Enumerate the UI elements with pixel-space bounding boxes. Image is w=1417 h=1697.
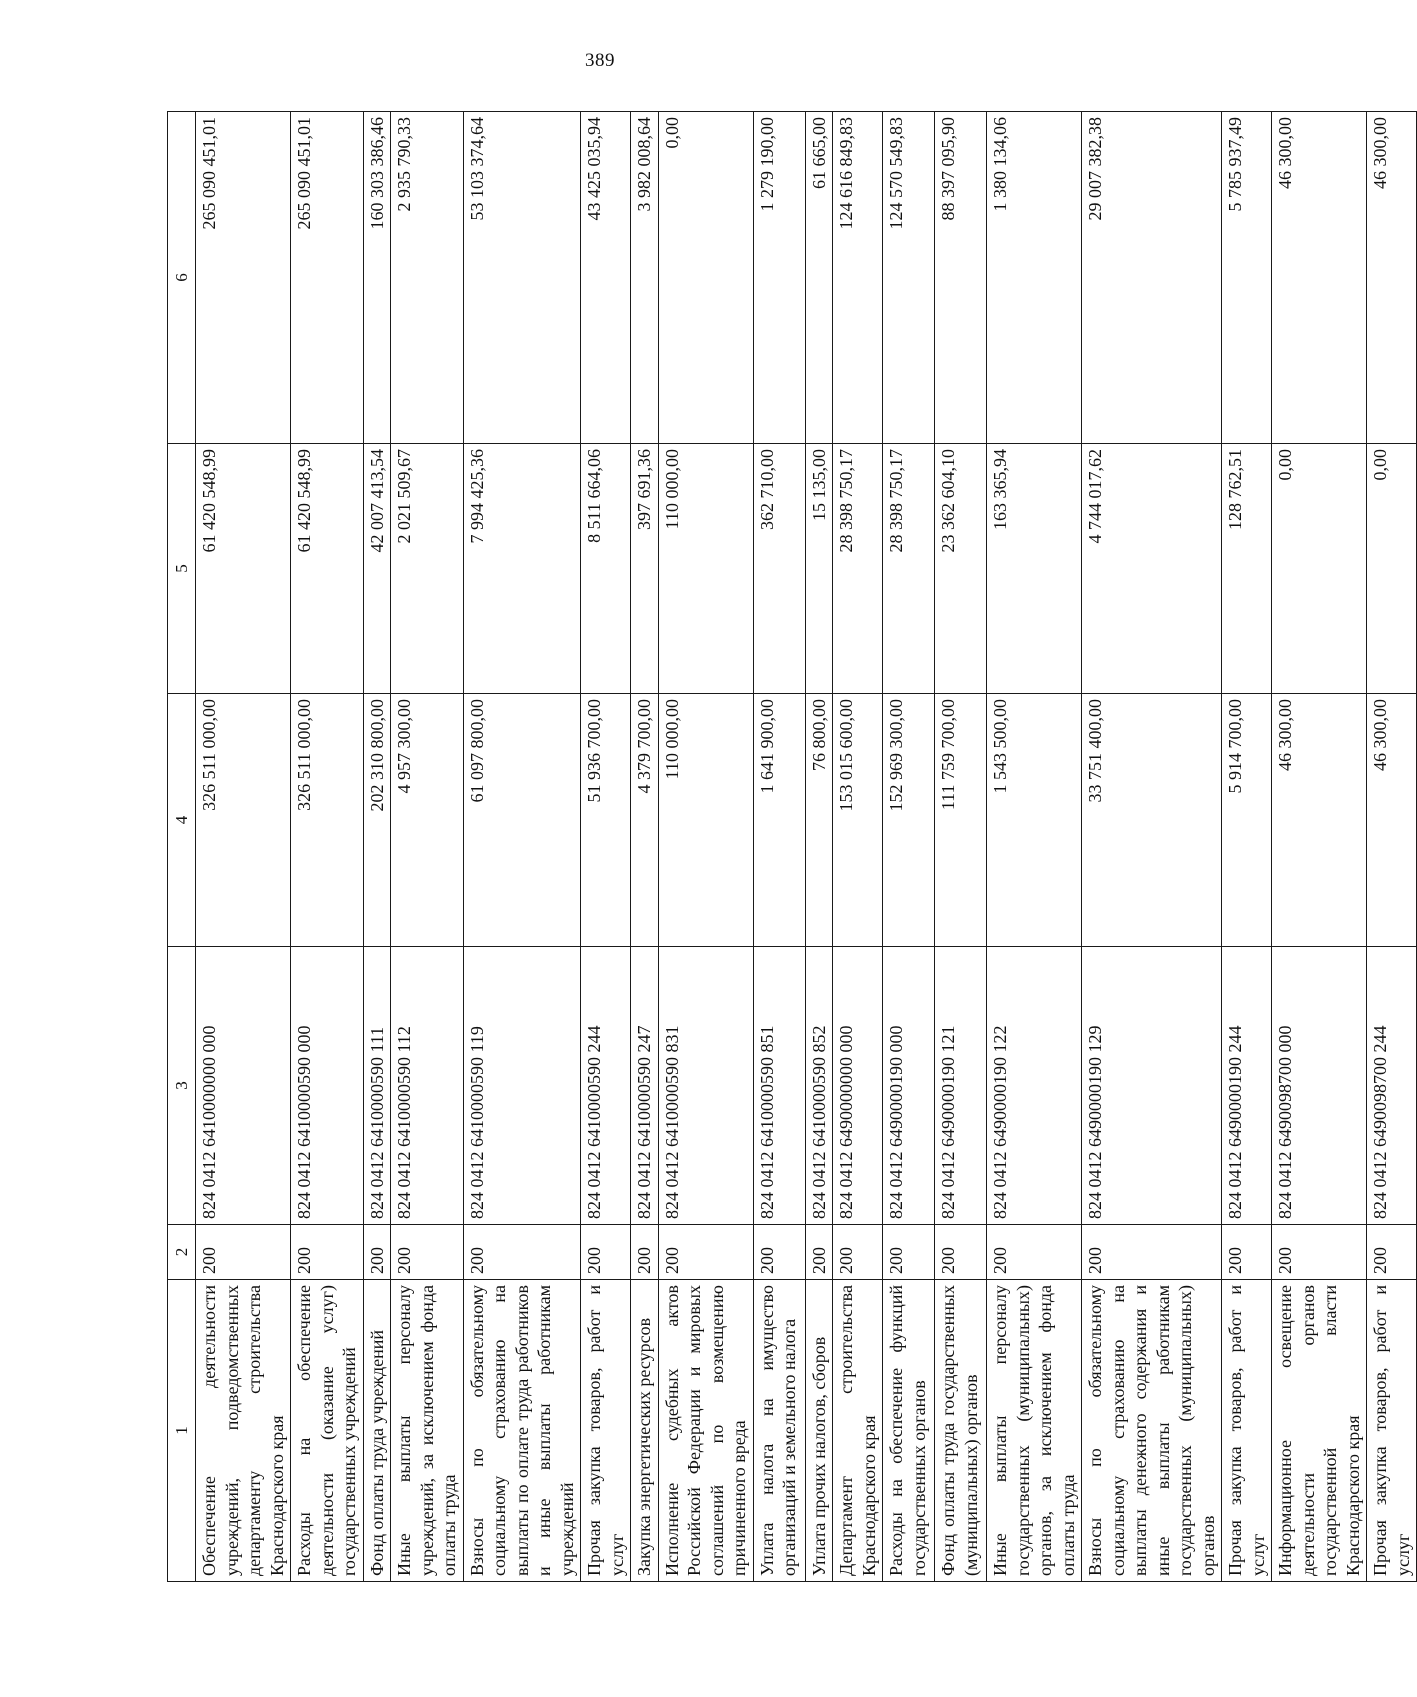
row-name: Расходы на обеспечение функций государственных органов bbox=[883, 1280, 935, 1582]
row-plan-amount: 111 759 700,00 bbox=[935, 694, 987, 947]
row-name: Исполнение судебных актов Российской Федерации и мировых соглашений по возмещению причиненного вреда bbox=[658, 1280, 753, 1582]
row-code: 200 bbox=[631, 1225, 659, 1280]
row-kbk: 824 0412 6490000190 121 bbox=[935, 947, 987, 1225]
budget-table-rotated bbox=[167, 112, 1413, 1582]
table-row bbox=[1272, 112, 1367, 1582]
table-row bbox=[1082, 112, 1222, 1582]
row-code: 200 bbox=[1222, 1225, 1272, 1280]
row-rest-amount: 124 616 849,83 bbox=[833, 112, 883, 444]
row-code: 200 bbox=[391, 1225, 464, 1280]
row-kbk: 824 0412 6410000590 112 bbox=[391, 947, 464, 1225]
row-plan-amount: 76 800,00 bbox=[805, 694, 833, 947]
row-rest-amount: 265 090 451,01 bbox=[196, 112, 291, 444]
row-kbk: 824 0412 6410000590 000 bbox=[291, 947, 364, 1225]
row-rest-amount: 46 300,00 bbox=[1272, 112, 1367, 444]
row-plan-amount: 153 015 600,00 bbox=[833, 694, 883, 947]
row-rest-amount: 29 007 382,38 bbox=[1082, 112, 1222, 444]
row-plan-amount: 51 936 700,00 bbox=[581, 694, 631, 947]
row-kbk: 824 0412 6410000000 000 bbox=[196, 947, 291, 1225]
row-fact-amount: 397 691,36 bbox=[631, 444, 659, 694]
row-plan-amount: 326 511 000,00 bbox=[196, 694, 291, 947]
table-row bbox=[935, 112, 987, 1582]
row-kbk: 824 0412 6410000590 111 bbox=[363, 947, 391, 1225]
row-name: Иные выплаты персоналу учреждений, за исключением фонда оплаты труда bbox=[391, 1280, 464, 1582]
row-name: Иные выплаты персоналу государственных (муниципальных) органов, за исключением фонда оплаты труда bbox=[987, 1280, 1082, 1582]
table-row bbox=[391, 112, 464, 1582]
table-row bbox=[581, 112, 631, 1582]
row-name: Уплата налога на имущество организаций и земельного налога bbox=[753, 1280, 805, 1582]
row-code: 200 bbox=[291, 1225, 364, 1280]
table-row bbox=[291, 112, 364, 1582]
row-plan-amount: 202 310 800,00 bbox=[363, 694, 391, 947]
row-fact-amount: 61 420 548,99 bbox=[291, 444, 364, 694]
row-plan-amount: 5 914 700,00 bbox=[1222, 694, 1272, 947]
row-kbk: 824 0412 6490098700 000 bbox=[1272, 947, 1367, 1225]
row-code: 200 bbox=[753, 1225, 805, 1280]
row-rest-amount: 53 103 374,64 bbox=[463, 112, 581, 444]
page-number: 389 bbox=[585, 50, 615, 71]
column-number: 6 bbox=[168, 112, 196, 444]
table-row bbox=[363, 112, 391, 1582]
row-kbk: 824 0412 6490000000 000 bbox=[833, 947, 883, 1225]
row-fact-amount: 4 744 017,62 bbox=[1082, 444, 1222, 694]
row-fact-amount: 110 000,00 bbox=[658, 444, 753, 694]
row-name: Уплата прочих налогов, сборов bbox=[805, 1280, 833, 1582]
row-kbk: 824 0412 6410000590 247 bbox=[631, 947, 659, 1225]
row-code: 200 bbox=[833, 1225, 883, 1280]
row-plan-amount: 110 000,00 bbox=[658, 694, 753, 947]
row-code: 200 bbox=[1082, 1225, 1222, 1280]
row-code: 200 bbox=[581, 1225, 631, 1280]
row-fact-amount: 0,00 bbox=[1272, 444, 1367, 694]
table-row bbox=[833, 112, 883, 1582]
row-fact-amount: 15 135,00 bbox=[805, 444, 833, 694]
row-fact-amount: 128 762,51 bbox=[1222, 444, 1272, 694]
row-plan-amount: 1 543 500,00 bbox=[987, 694, 1082, 947]
row-kbk: 824 0412 6490000190 000 bbox=[883, 947, 935, 1225]
row-name: Прочая закупка товаров, работ и услуг bbox=[1367, 1280, 1417, 1582]
row-code: 200 bbox=[1367, 1225, 1417, 1280]
row-code: 200 bbox=[805, 1225, 833, 1280]
table-row bbox=[1367, 112, 1417, 1582]
row-fact-amount: 0,00 bbox=[1367, 444, 1417, 694]
row-kbk: 824 0412 6490000190 129 bbox=[1082, 947, 1222, 1225]
row-rest-amount: 1 380 134,06 bbox=[987, 112, 1082, 444]
row-name: Фонд оплаты труда государственных (муниципальных) органов bbox=[935, 1280, 987, 1582]
row-rest-amount: 265 090 451,01 bbox=[291, 112, 364, 444]
column-number: 3 bbox=[168, 947, 196, 1225]
row-fact-amount: 362 710,00 bbox=[753, 444, 805, 694]
column-number: 4 bbox=[168, 694, 196, 947]
row-rest-amount: 43 425 035,94 bbox=[581, 112, 631, 444]
column-number: 2 bbox=[168, 1225, 196, 1280]
row-name: Обеспечение деятельности учреждений, подведомственных департаменту строительства Краснодарского края bbox=[196, 1280, 291, 1582]
row-rest-amount: 0,00 bbox=[658, 112, 753, 444]
row-fact-amount: 7 994 425,36 bbox=[463, 444, 581, 694]
row-rest-amount: 160 303 386,46 bbox=[363, 112, 391, 444]
row-plan-amount: 46 300,00 bbox=[1272, 694, 1367, 947]
table-row bbox=[196, 112, 291, 1582]
column-number: 5 bbox=[168, 444, 196, 694]
row-name: Расходы на обеспечение деятельности (оказание услуг) государственных учреждений bbox=[291, 1280, 364, 1582]
row-plan-amount: 61 097 800,00 bbox=[463, 694, 581, 947]
row-name: Закупка энергетических ресурсов bbox=[631, 1280, 659, 1582]
row-fact-amount: 8 511 664,06 bbox=[581, 444, 631, 694]
row-plan-amount: 152 969 300,00 bbox=[883, 694, 935, 947]
row-name: Взносы по обязательному социальному страхованию на выплаты по оплате труда работников и иные выплаты работникам учреждений bbox=[463, 1280, 581, 1582]
column-number-row bbox=[168, 112, 196, 1582]
table-row bbox=[987, 112, 1082, 1582]
table-body bbox=[168, 112, 1417, 1582]
row-rest-amount: 46 300,00 bbox=[1367, 112, 1417, 444]
row-fact-amount: 61 420 548,99 bbox=[196, 444, 291, 694]
row-fact-amount: 28 398 750,17 bbox=[883, 444, 935, 694]
table-row bbox=[463, 112, 581, 1582]
row-rest-amount: 61 665,00 bbox=[805, 112, 833, 444]
row-code: 200 bbox=[463, 1225, 581, 1280]
row-fact-amount: 2 021 509,67 bbox=[391, 444, 464, 694]
row-plan-amount: 33 751 400,00 bbox=[1082, 694, 1222, 947]
row-rest-amount: 1 279 190,00 bbox=[753, 112, 805, 444]
row-name: Информационное освещение деятельности органов государственной власти Краснодарского края bbox=[1272, 1280, 1367, 1582]
row-code: 200 bbox=[1272, 1225, 1367, 1280]
row-kbk: 824 0412 6410000590 244 bbox=[581, 947, 631, 1225]
budget-table bbox=[167, 111, 1417, 1582]
row-kbk: 824 0412 6410000590 851 bbox=[753, 947, 805, 1225]
row-fact-amount: 163 365,94 bbox=[987, 444, 1082, 694]
row-code: 200 bbox=[987, 1225, 1082, 1280]
row-name: Департамент строительства Краснодарского края bbox=[833, 1280, 883, 1582]
row-rest-amount: 3 982 008,64 bbox=[631, 112, 659, 444]
table-row bbox=[883, 112, 935, 1582]
row-rest-amount: 2 935 790,33 bbox=[391, 112, 464, 444]
row-name: Фонд оплаты труда учреждений bbox=[363, 1280, 391, 1582]
table-row bbox=[753, 112, 805, 1582]
column-number: 1 bbox=[168, 1280, 196, 1582]
row-kbk: 824 0412 6490000190 122 bbox=[987, 947, 1082, 1225]
table-row bbox=[805, 112, 833, 1582]
row-plan-amount: 46 300,00 bbox=[1367, 694, 1417, 947]
table-row bbox=[631, 112, 659, 1582]
row-fact-amount: 42 007 413,54 bbox=[363, 444, 391, 694]
row-name: Взносы по обязательному социальному страхованию на выплаты денежного содержания и иные выплаты работникам государственных (муниципальных) органов bbox=[1082, 1280, 1222, 1582]
row-kbk: 824 0412 6490000190 244 bbox=[1222, 947, 1272, 1225]
row-fact-amount: 23 362 604,10 bbox=[935, 444, 987, 694]
row-kbk: 824 0412 6410000590 831 bbox=[658, 947, 753, 1225]
row-code: 200 bbox=[196, 1225, 291, 1280]
row-rest-amount: 88 397 095,90 bbox=[935, 112, 987, 444]
row-rest-amount: 5 785 937,49 bbox=[1222, 112, 1272, 444]
row-code: 200 bbox=[883, 1225, 935, 1280]
row-code: 200 bbox=[658, 1225, 753, 1280]
row-code: 200 bbox=[935, 1225, 987, 1280]
table-row bbox=[658, 112, 753, 1582]
row-plan-amount: 326 511 000,00 bbox=[291, 694, 364, 947]
row-plan-amount: 1 641 900,00 bbox=[753, 694, 805, 947]
row-name: Прочая закупка товаров, работ и услуг bbox=[1222, 1280, 1272, 1582]
row-kbk: 824 0412 6490098700 244 bbox=[1367, 947, 1417, 1225]
table-row bbox=[1222, 112, 1272, 1582]
row-plan-amount: 4 379 700,00 bbox=[631, 694, 659, 947]
row-kbk: 824 0412 6410000590 119 bbox=[463, 947, 581, 1225]
row-rest-amount: 124 570 549,83 bbox=[883, 112, 935, 444]
row-kbk: 824 0412 6410000590 852 bbox=[805, 947, 833, 1225]
row-code: 200 bbox=[363, 1225, 391, 1280]
row-fact-amount: 28 398 750,17 bbox=[833, 444, 883, 694]
row-name: Прочая закупка товаров, работ и услуг bbox=[581, 1280, 631, 1582]
row-plan-amount: 4 957 300,00 bbox=[391, 694, 464, 947]
